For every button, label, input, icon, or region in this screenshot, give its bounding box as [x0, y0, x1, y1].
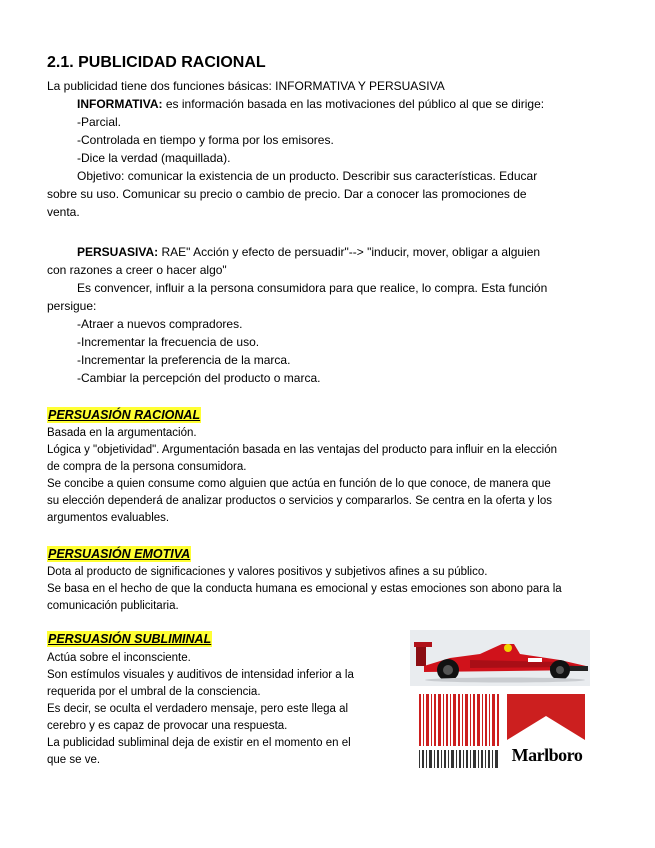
persuasiva-definition-cont: con razones a creer o hacer algo" — [47, 263, 227, 277]
list-item: -Controlada en tiempo y forma por los emisores. — [77, 133, 334, 147]
paragraph-line: su elección dependerá de analizar productos o servicios y compararlos. Se centra en la oferta y los — [47, 495, 552, 507]
racional-body — [47, 425, 647, 527]
list-item: -Atraer a nuevos compradores. — [77, 317, 243, 331]
subliminal-body — [47, 650, 397, 769]
paragraph-line: que se ve. — [47, 754, 101, 766]
intro-paragraph: La publicidad tiene dos funciones básicas: INFORMATIVA Y PERSUASIVA — [47, 79, 445, 93]
paragraph-line: Es decir, se oculta el verdadero mensaje, pero este llega al — [47, 703, 349, 715]
objetivo-line: sobre su uso. Comunicar su precio o cambio de precio. Dar a conocer las promociones de — [47, 187, 527, 201]
f1-car-image — [410, 630, 590, 686]
objetivo-line: Objetivo: comunicar la existencia de un producto. Describir sus características. Educar — [77, 169, 538, 183]
persuasiva-definition: PERSUASIVA: RAE" Acción y efecto de persuadir"--> "inducir, mover, obligar a alguien — [77, 245, 541, 259]
f1-car-graphic — [410, 630, 590, 686]
paragraph-line: Se concibe a quien consume como alguien que actúa en función de lo que conoce, de manera que — [47, 478, 551, 490]
informativa-definition: INFORMATIVA: es información basada en las motivaciones del público al que se dirige: — [77, 97, 545, 111]
paragraph-line: Actúa sobre el inconsciente. — [47, 652, 191, 664]
informativa-label: INFORMATIVA: — [77, 97, 163, 111]
section-heading-subliminal: PERSUASIÓN SUBLIMINAL — [48, 632, 212, 646]
section-heading-emotiva: PERSUASIÓN EMOTIVA — [48, 547, 191, 561]
objetivo-line: venta. — [47, 205, 80, 219]
list-item: -Incrementar la preferencia de la marca. — [77, 353, 291, 367]
paragraph-line: Se basa en el hecho de que la conducta humana es emocional y estas emociones son abono para la — [47, 583, 562, 595]
list-item: -Dice la verdad (maquillada). — [77, 151, 231, 165]
page-title: 2.1. PUBLICIDAD RACIONAL — [47, 54, 266, 71]
convencer-line: persigue: — [47, 299, 97, 313]
paragraph-line: Son estímulos visuales y auditivos de intensidad inferior a la — [47, 669, 354, 681]
section-heading-racional: PERSUASIÓN RACIONAL — [48, 408, 201, 422]
paragraph-line: La publicidad subliminal deja de existir en el momento en el — [47, 737, 351, 749]
marlboro-logo-text: Marlboro — [511, 745, 583, 765]
paragraph-line: requerida por el umbral de la consciencia. — [47, 686, 261, 698]
paragraph-line: de compra de la persona consumidora. — [47, 461, 247, 473]
convencer-line: Es convencer, influir a la persona consumidora para que realice, lo compra. Esta función — [77, 281, 548, 295]
marlboro-barcode-image — [415, 690, 587, 772]
emotiva-body — [47, 564, 647, 615]
list-item: -Incrementar la frecuencia de uso. — [77, 335, 260, 349]
list-item: -Parcial. — [77, 115, 122, 129]
persuasiva-block — [47, 243, 647, 387]
persuasiva-label: PERSUASIVA: — [77, 245, 159, 259]
list-item: -Cambiar la percepción del producto o marca. — [77, 371, 321, 385]
paragraph-line: Dota al producto de significaciones y valores positivos y subjetivos afines a su público. — [47, 566, 488, 578]
paragraph-line: comunicación publicitaria. — [47, 600, 179, 612]
paragraph-line: Basada en la argumentación. — [47, 427, 197, 439]
paragraph-line: argumentos evaluables. — [47, 512, 170, 524]
paragraph-line: Lógica y "objetividad". Argumentación basada en las ventajas del producto para influir en la elección — [47, 444, 558, 456]
paragraph-line: cerebro y es capaz de provocar una respuesta. — [47, 720, 288, 732]
informativa-block — [47, 95, 647, 221]
